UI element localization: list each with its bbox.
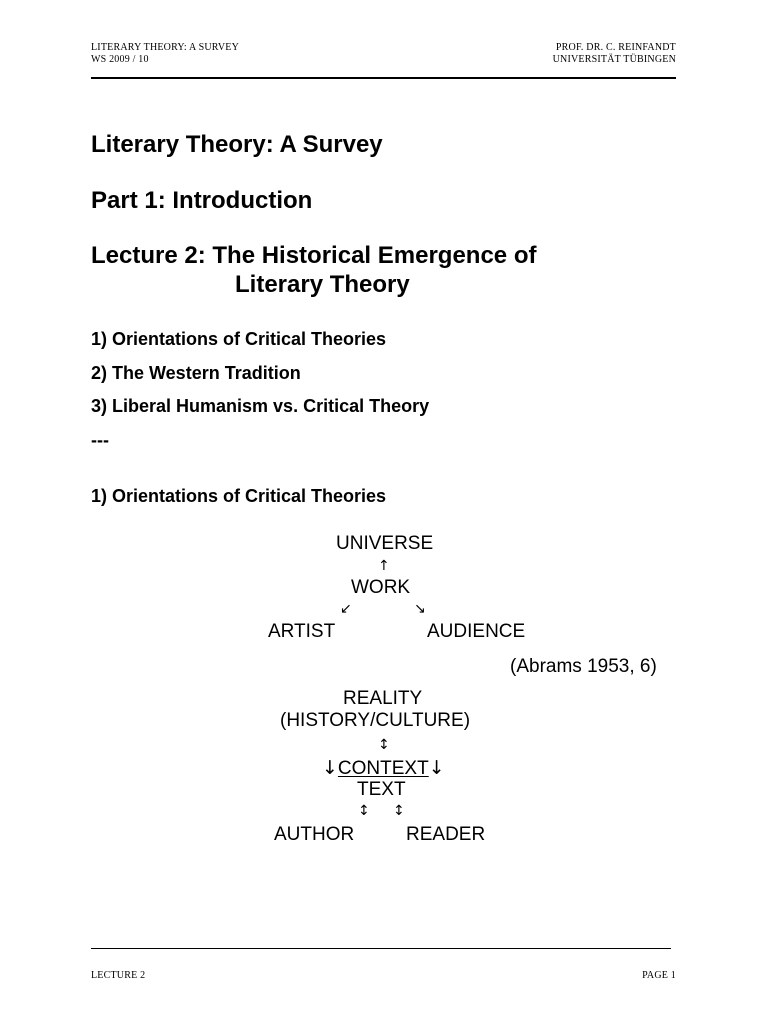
diagram-text: TEXT (357, 779, 406, 800)
outline-separator: --- (91, 429, 109, 450)
diagram-artist: ARTIST (268, 621, 336, 642)
outline-item: 3) Liberal Humanism vs. Critical Theory (91, 396, 430, 416)
arrow-down-icon: ↓ (322, 757, 338, 779)
lecture-title (91, 241, 536, 299)
citation: (Abrams 1953, 6) (510, 656, 657, 677)
diagram-author: AUTHOR (274, 824, 355, 845)
arrow-up-icon: ↑ (378, 558, 390, 574)
footer-page-number: PAGE 1 (642, 970, 676, 981)
arrow-down-right-icon: ↘ (414, 601, 426, 617)
running-header-right (553, 42, 676, 66)
diagram-universe: UNIVERSE (336, 533, 434, 554)
footer-lecture: LECTURE 2 (91, 970, 146, 981)
course-name: LITERARY THEORY: A SURVEY (91, 42, 240, 53)
course-title: Literary Theory: A Survey (91, 131, 383, 158)
outline-item: 1) Orientations of Critical Theories (91, 329, 387, 349)
diagram-reality: REALITY (343, 688, 423, 709)
lecture-title-line2: Literary Theory (235, 271, 410, 298)
context-label: CONTEXT (337, 758, 429, 779)
section-heading: 1) Orientations of Critical Theories (91, 486, 387, 506)
diagram-context (322, 757, 445, 780)
part-title: Part 1: Introduction (91, 187, 313, 214)
diagram-audience: AUDIENCE (427, 621, 526, 642)
header-rule (91, 77, 676, 79)
arrow-down-left-icon: ↙ (340, 601, 352, 617)
footer-rule (91, 948, 671, 949)
university-name: UNIVERSITÄT TÜBINGEN (552, 54, 676, 65)
outline-item: 2) The Western Tradition (91, 362, 301, 383)
lecturer-name: PROF. DR. C. REINFANDT (555, 42, 676, 53)
lecture-outline (91, 328, 429, 462)
term: WS 2009 / 10 (91, 54, 149, 65)
arrow-up-down-icon: ↕ (378, 737, 390, 753)
arrow-up-down-icon: ↕ (358, 803, 370, 819)
diagram-work: WORK (351, 577, 411, 598)
running-header-left (91, 42, 239, 66)
diagram-history-culture: (HISTORY/CULTURE) (280, 710, 471, 731)
diagram-reader: READER (406, 824, 486, 845)
lecture-title-line1: Lecture 2: The Historical Emergence of (91, 242, 537, 269)
arrow-up-down-icon: ↕ (393, 803, 405, 819)
arrow-down-icon: ↓ (428, 757, 445, 779)
